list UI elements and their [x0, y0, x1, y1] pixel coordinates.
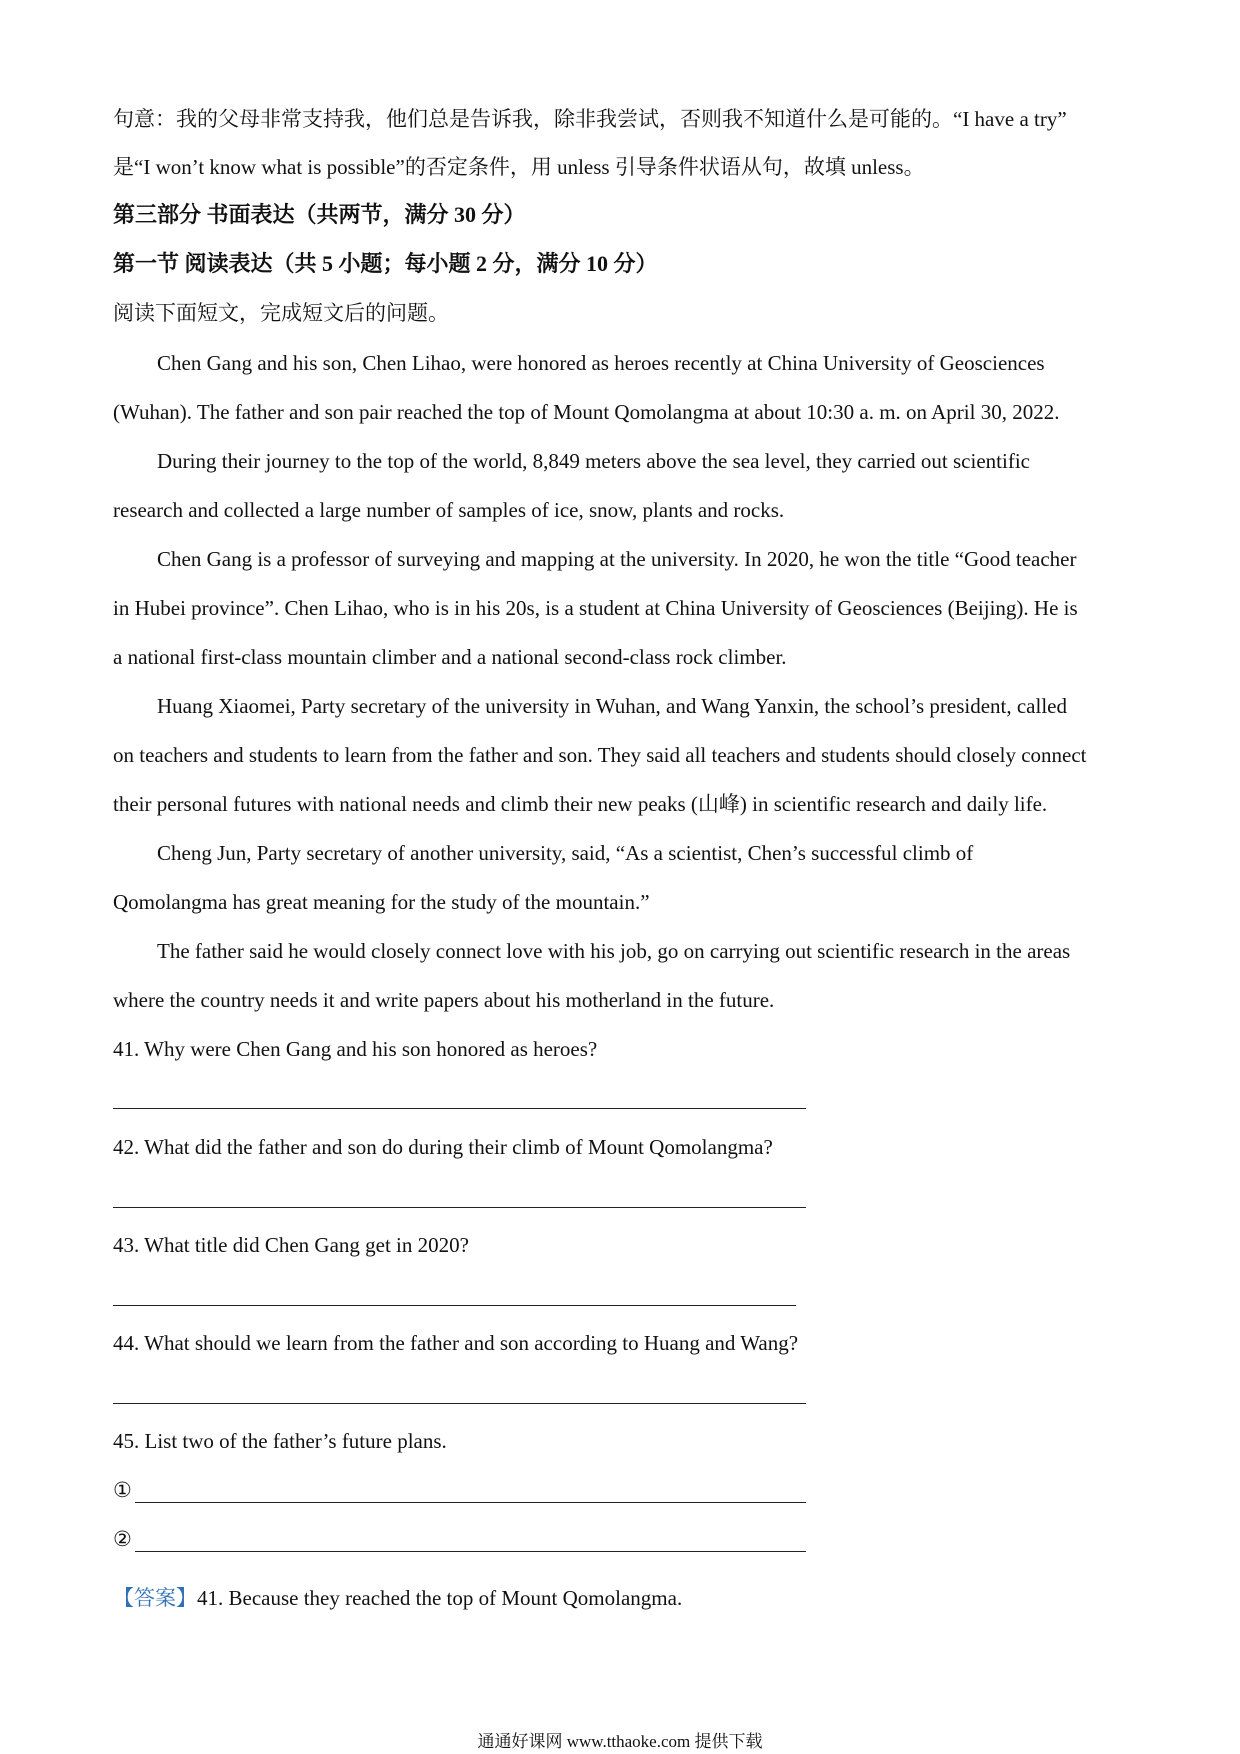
question-45: 45. List two of the father’s future plans. [113, 1429, 447, 1453]
passage-line: on teachers and students to learn from the father and son. They said all teachers and students should closely connect [113, 743, 1087, 767]
passage-line: in Hubei province”. Chen Lihao, who is in his 20s, is a student at China University of Geosciences (Beijing). He is [113, 596, 1078, 620]
section-heading: 第一节 阅读表达（共 5 小题；每小题 2 分，满分 10 分） [113, 251, 658, 276]
answer-text: 41. Because they reached the top of Mount Qomolangma. [197, 1586, 683, 1610]
question-41: 41. Why were Chen Gang and his son honored as heroes? [113, 1037, 598, 1061]
passage-line: Cheng Jun, Party secretary of another university, said, “As a scientist, Chen’s successful climb of [157, 841, 974, 865]
answer-line-2[interactable] [135, 1551, 806, 1552]
answer-line[interactable] [113, 1305, 796, 1306]
passage-line: Chen Gang and his son, Chen Lihao, were honored as heroes recently at China University of Geosciences [157, 351, 1045, 375]
item-marker-2: ② [113, 1527, 132, 1551]
passage-line: where the country needs it and write papers about his motherland in the future. [113, 988, 775, 1012]
question-44: 44. What should we learn from the father and son according to Huang and Wang? [113, 1331, 799, 1355]
passage-line: Qomolangma has great meaning for the study of the mountain.” [113, 890, 650, 914]
answer-line-text [113, 1583, 1143, 1613]
explanation-line: 句意：我的父母非常支持我，他们总是告诉我，除非我尝试，否则我不知道什么是可能的。“I have a try” [113, 107, 1067, 131]
answer-tag: 【答案】 [113, 1586, 197, 1610]
item-marker-1: ① [113, 1478, 132, 1502]
passage-line: The father said he would closely connect love with his job, go on carrying out scientific research in the areas [157, 939, 1071, 963]
question-43: 43. What title did Chen Gang get in 2020? [113, 1233, 469, 1257]
answer-line[interactable] [113, 1207, 806, 1208]
answer-line-1[interactable] [135, 1502, 806, 1503]
passage-line: Huang Xiaomei, Party secretary of the university in Wuhan, and Wang Yanxin, the school’s president, called [157, 694, 1067, 718]
passage-line: research and collected a large number of samples of ice, snow, plants and rocks. [113, 498, 785, 522]
part-heading: 第三部分 书面表达（共两节，满分 30 分） [113, 202, 526, 227]
explanation-line: 是“I won’t know what is possible”的否定条件，用 unless 引导条件状语从句，故填 unless。 [113, 155, 925, 179]
passage-line: (Wuhan). The father and son pair reached the top of Mount Qomolangma at about 10:30 a. m. on April 30, 2022. [113, 400, 1060, 424]
question-42: 42. What did the father and son do during their climb of Mount Qomolangma? [113, 1135, 773, 1159]
answer-line[interactable] [113, 1403, 806, 1404]
passage-line: their personal futures with national needs and climb their new peaks (山峰) in scientific research and daily life. [113, 792, 1048, 816]
passage-line: a national first-class mountain climber and a national second-class rock climber. [113, 645, 787, 669]
passage-line: Chen Gang is a professor of surveying and mapping at the university. In 2020, he won the title “Good teacher [157, 547, 1077, 571]
instruction: 阅读下面短文，完成短文后的问题。 [113, 301, 449, 325]
passage-line: During their journey to the top of the world, 8,849 meters above the sea level, they carried out scientific [157, 449, 1030, 473]
footer-source: 通通好课网 www.tthaoke.com 提供下载 [477, 1732, 763, 1751]
answer-line[interactable] [113, 1108, 806, 1109]
